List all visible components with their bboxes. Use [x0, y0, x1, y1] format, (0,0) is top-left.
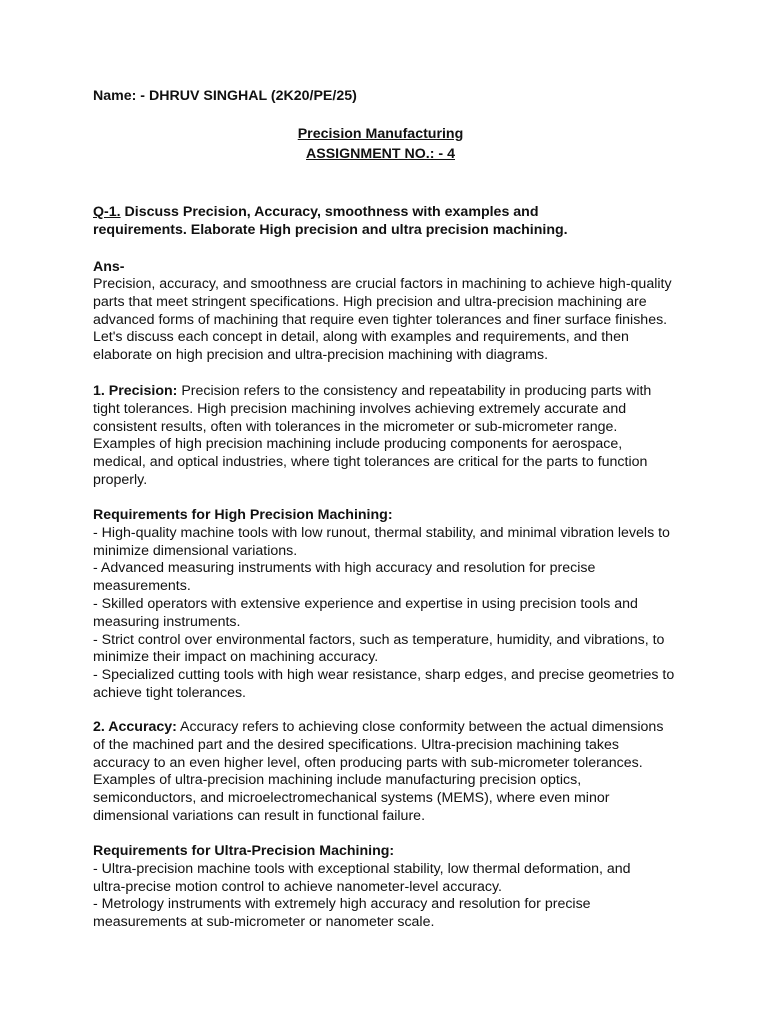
- accuracy-line: Examples of ultra-precision machining include manufacturing precision optics,: [93, 772, 582, 789]
- intro-line: Let's discuss each concept in detail, along with examples and requirements, and then: [93, 329, 629, 346]
- ultra-precision-requirements: [93, 843, 678, 932]
- requirement-line: - Metrology instruments with extremely high accuracy and resolution for precise: [93, 896, 591, 913]
- precision-line: properly.: [93, 471, 148, 488]
- student-name-line: Name: - DHRUV SINGHAL (2K20/PE/25): [93, 88, 357, 104]
- accuracy-paragraph: [93, 719, 678, 826]
- precision-line: medical, and optical industries, where tight tolerances are critical for the parts to function: [93, 454, 648, 471]
- precision-line: consistent results, often with tolerances in the micrometer or sub-micrometer range.: [93, 418, 618, 435]
- answer-label: Ans-: [93, 259, 125, 275]
- requirement-line: ultra-precise motion control to achieve nanometer-level accuracy.: [93, 878, 502, 895]
- accuracy-line: of the machined part and the desired specifications. Ultra-precision machining takes: [93, 736, 620, 753]
- intro-line: elaborate on high precision and ultra-precision machining with diagrams.: [93, 347, 549, 364]
- question-text-line-2: requirements. Elaborate High precision and ultra precision machining.: [93, 221, 568, 238]
- intro-line: advanced forms of machining that require even tighter tolerances and finer surface finishes.: [93, 311, 668, 328]
- requirement-line: - Advanced measuring instruments with high accuracy and resolution for precise: [93, 560, 596, 577]
- course-title: Precision Manufacturing: [297, 126, 464, 142]
- requirement-line: achieve tight tolerances.: [93, 684, 247, 701]
- precision-first-line: Precision refers to the consistency and repeatability in producing parts with: [177, 383, 652, 399]
- accuracy-first-line: Accuracy refers to achieving close conformity between the actual dimensions: [176, 719, 664, 735]
- precision-paragraph: [93, 383, 678, 490]
- precision-line: tight tolerances. High precision machining involves achieving extremely accurate and: [93, 400, 627, 417]
- requirement-line: - High-quality machine tools with low runout, thermal stability, and minimal vibration levels to: [93, 524, 670, 541]
- accuracy-line: dimensional variations can result in functional failure.: [93, 807, 426, 824]
- question-block: [93, 204, 678, 240]
- requirement-line: - Specialized cutting tools with high wear resistance, sharp edges, and precise geometries to: [93, 667, 675, 684]
- requirement-line: - Skilled operators with extensive experience and expertise in using precision tools and: [93, 595, 638, 612]
- requirement-line: measurements at sub-micrometer or nanometer scale.: [93, 914, 435, 931]
- assignment-number: ASSIGNMENT NO.: - 4: [306, 146, 455, 162]
- requirement-line: - Ultra-precision machine tools with exceptional stability, low thermal deformation, and: [93, 860, 631, 877]
- precision-heading: 1. Precision:: [93, 383, 178, 399]
- high-precision-requirements: [93, 507, 678, 703]
- high-precision-requirements-heading: Requirements for High Precision Machining:: [93, 507, 393, 523]
- requirement-line: - Strict control over environmental factors, such as temperature, humidity, and vibrations, to: [93, 631, 665, 648]
- question-text-line-1: Discuss Precision, Accuracy, smoothness with examples and: [120, 204, 539, 220]
- intro-line: Precision, accuracy, and smoothness are crucial factors in machining to achieve high-quality: [93, 276, 672, 292]
- accuracy-line: semiconductors, and microelectromechanical systems (MEMS), where even minor: [93, 790, 610, 807]
- question-label: Q-1.: [93, 204, 121, 220]
- intro-paragraph: [93, 276, 678, 365]
- requirement-line: measuring instruments.: [93, 613, 241, 630]
- requirement-line: minimize dimensional variations.: [93, 542, 298, 559]
- requirement-line: measurements.: [93, 578, 191, 595]
- accuracy-line: accuracy to an even higher level, often producing parts with sub-micrometer tolerances.: [93, 754, 643, 771]
- intro-line: parts that meet stringent specifications. High precision and ultra-precision machining are: [93, 293, 647, 310]
- ultra-precision-requirements-heading: Requirements for Ultra-Precision Machining:: [93, 843, 395, 859]
- accuracy-heading: 2. Accuracy:: [93, 719, 177, 735]
- requirement-line: minimize their impact on machining accuracy.: [93, 649, 379, 666]
- precision-line: Examples of high precision machining include producing components for aerospace,: [93, 436, 623, 453]
